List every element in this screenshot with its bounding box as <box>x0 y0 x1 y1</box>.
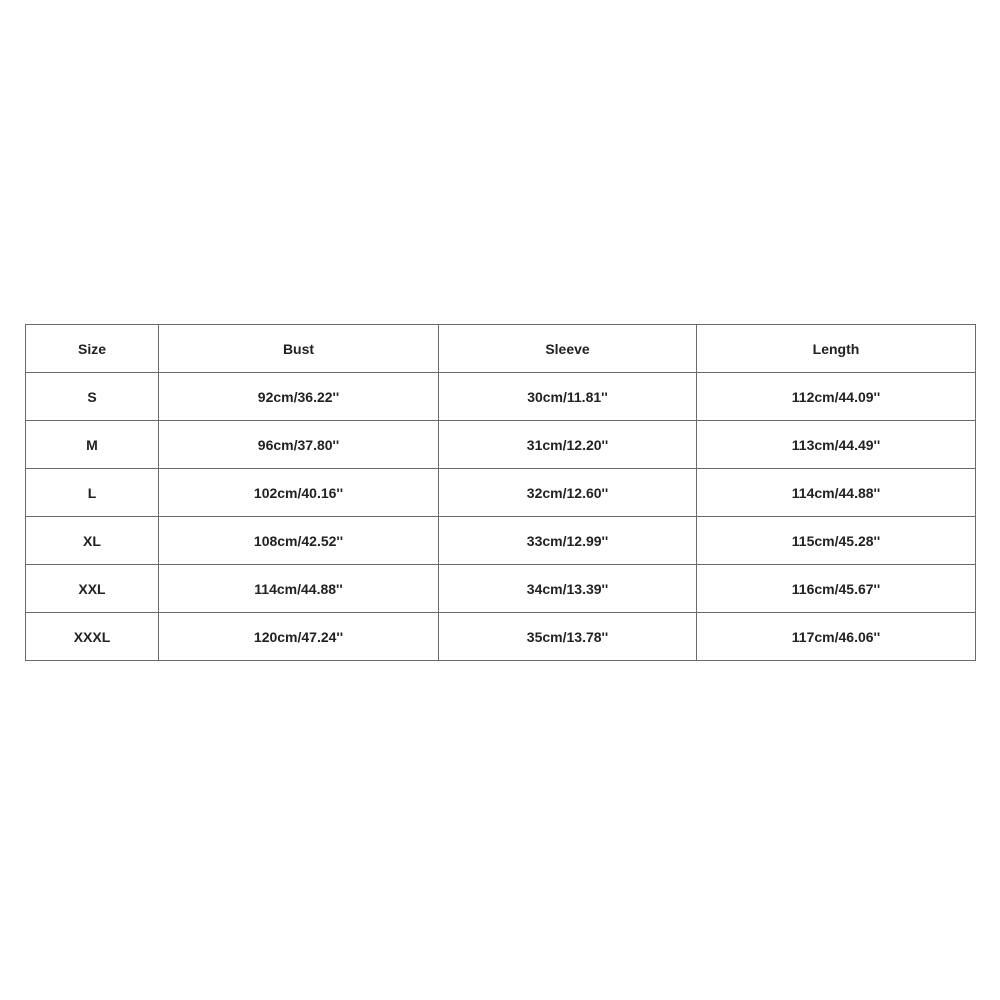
cell-sleeve: 35cm/13.78'' <box>439 613 697 661</box>
table-row <box>26 517 976 565</box>
cell-length: 116cm/45.67'' <box>697 565 976 613</box>
cell-length: 112cm/44.09'' <box>697 373 976 421</box>
cell-size: L <box>26 469 159 517</box>
cell-bust: 108cm/42.52'' <box>159 517 439 565</box>
table-row <box>26 373 976 421</box>
cell-size: S <box>26 373 159 421</box>
header-length: Length <box>697 325 976 373</box>
cell-length: 117cm/46.06'' <box>697 613 976 661</box>
cell-bust: 102cm/40.16'' <box>159 469 439 517</box>
cell-bust: 92cm/36.22'' <box>159 373 439 421</box>
cell-size: XL <box>26 517 159 565</box>
header-size: Size <box>26 325 159 373</box>
cell-bust: 114cm/44.88'' <box>159 565 439 613</box>
cell-sleeve: 33cm/12.99'' <box>439 517 697 565</box>
cell-size: XXL <box>26 565 159 613</box>
cell-sleeve: 31cm/12.20'' <box>439 421 697 469</box>
table-row <box>26 613 976 661</box>
cell-size: M <box>26 421 159 469</box>
cell-length: 114cm/44.88'' <box>697 469 976 517</box>
table-row <box>26 469 976 517</box>
cell-length: 113cm/44.49'' <box>697 421 976 469</box>
cell-length: 115cm/45.28'' <box>697 517 976 565</box>
cell-sleeve: 34cm/13.39'' <box>439 565 697 613</box>
table-header-row <box>26 325 976 373</box>
size-chart-table <box>25 324 976 661</box>
cell-bust: 96cm/37.80'' <box>159 421 439 469</box>
table-row <box>26 565 976 613</box>
header-bust: Bust <box>159 325 439 373</box>
cell-bust: 120cm/47.24'' <box>159 613 439 661</box>
cell-size: XXXL <box>26 613 159 661</box>
table-row <box>26 421 976 469</box>
cell-sleeve: 32cm/12.60'' <box>439 469 697 517</box>
cell-sleeve: 30cm/11.81'' <box>439 373 697 421</box>
header-sleeve: Sleeve <box>439 325 697 373</box>
